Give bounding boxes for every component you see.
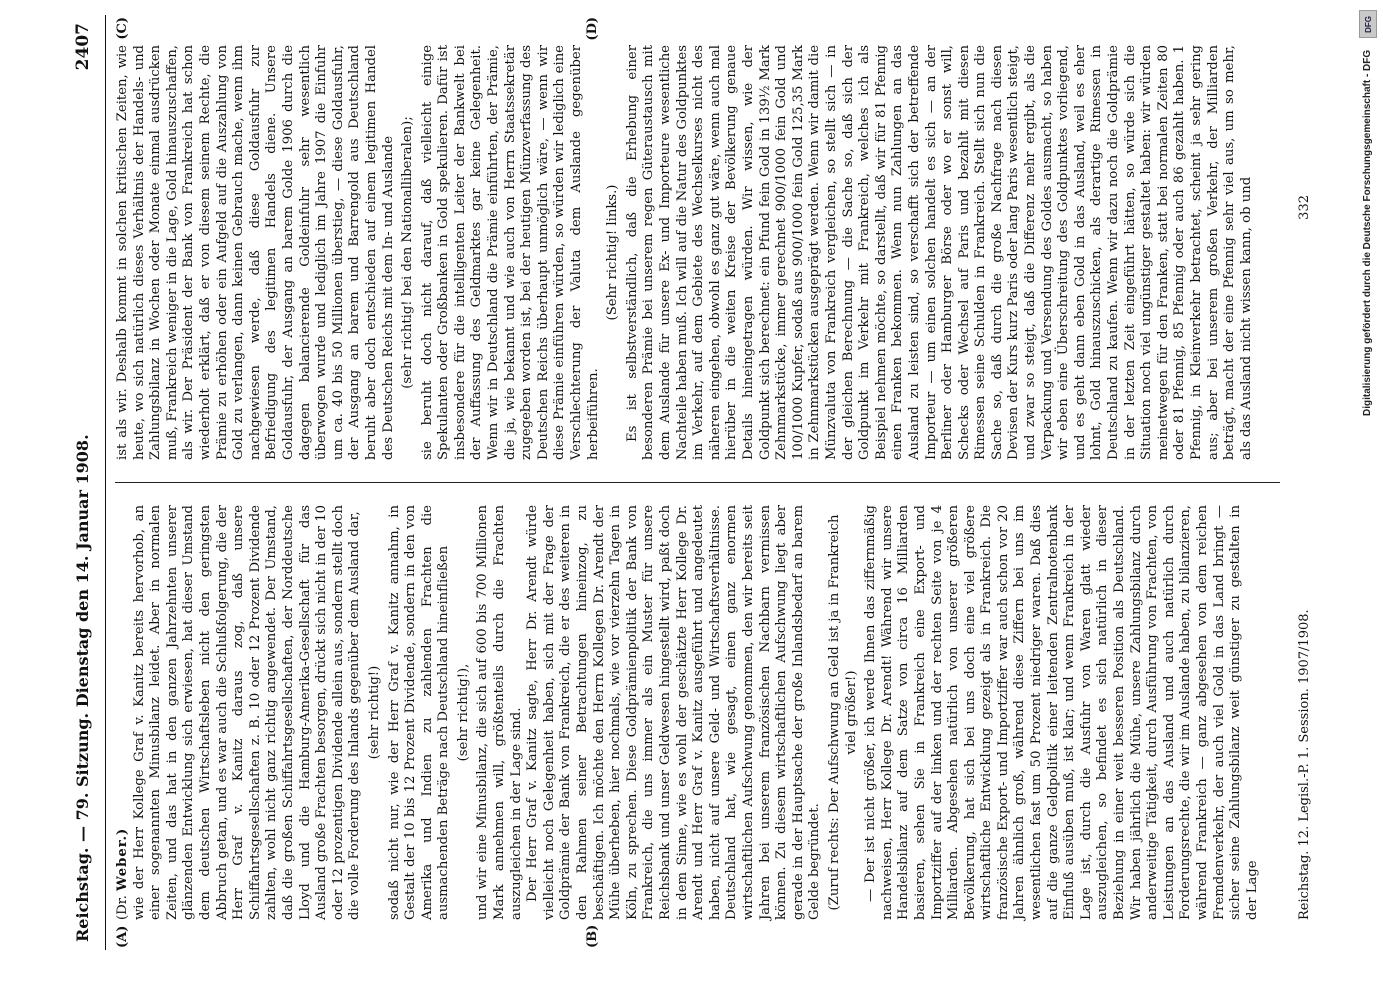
right-interjection-1: (sehr richtig! bei den Nationalliberalen);	[400, 116, 416, 389]
margin-mark-a: (A)	[115, 925, 130, 948]
right-paragraph-2: sie beruht doch nicht darauf, daß vielleicht einige Spekulanten oder Großbanken in Gold spekulieren. Dafür ist insbesondere für die intelligenten Leiter der Bankwelt bei der Auffassung des Geldmarktes gar keine Gelegenheit. Wenn wir in Deutschland die Prämie einführten, der Prämie, die ja, wie bekannt und wie auch von Herrn Staatssekretär zugegeben worden ist, bei der heutigen Münzverfassung des Deutschen Reichs überhaupt unmöglich wäre, — wenn wir diese Prämie einführen würden, so würden wir lediglich eine Verschlechterung der Valuta dem Auslande gegenüber herbeiführen.	[419, 45, 601, 460]
page-header	[75, 15, 106, 950]
dfg-logo-icon	[1359, 10, 1377, 38]
left-interjection-1: (sehr richtig!)	[366, 665, 382, 760]
speaker-prefix: (Dr.	[115, 895, 130, 920]
speaker-name: Weber.)	[115, 827, 130, 892]
left-column	[115, 482, 1280, 950]
page-footer	[1297, 45, 1314, 920]
footer-session-info: Reichstag. 12. Legisl.-P. 1. Session. 1907/1908.	[1297, 609, 1313, 920]
page-number: 2407	[73, 23, 93, 71]
right-column	[115, 15, 1280, 482]
digitization-note: Digitalisierung gefördert durch die Deutsche Forschungsgemeinschaft - DFG	[1362, 50, 1373, 417]
digitization-strip	[1353, 0, 1383, 1000]
left-paragraph-4: Der Herr Graf v. Kanitz sagte, Herr Dr. Arendt würde vielleicht noch Gelegenheit haben, sich mit der Frage der Goldprämie der Bank von Frankreich, die er des weiteren in den Rahmen seiner Betrachtungen hineinzog, zu beschäftigen. Ich möchte den Herrn Kollegen Dr. Arendt der Mühe überheben, hier nochmals, wie vor vierzehn Tagen in Köln, zu sprechen. Diese Goldprämienpolitik der Bank von Frankreich, die uns immer als ein Muster für unsere Reichsbank und unser Geldwesen hingestellt wird, paßt doch in dem Sinne, wie es wohl der geschätzte Herr Kollege Dr. Arendt und Herr Graf v. Kanitz ausgeführt und angedeutet haben, nicht auf unsere Geld- und Wirtschaftsverhältnisse. Deutschland hat, wie gesagt, einen ganz enormen wirtschaftlichen Aufschwung genommen, den wir bereits seit Jahren bei unserem französischen Nachbarn vermissen können. Zu diesem wirtschaftlichen Aufschwung liegt aber gerade in der Hauptsache der große Inlandsbedarf an barem Gelde begründet.	[525, 505, 823, 920]
margin-mark-c: (C)	[115, 17, 130, 40]
margin-mark-d: (D)	[585, 17, 600, 41]
left-interjection-2: (sehr richtig!),	[455, 663, 471, 762]
right-paragraph-3: Es ist selbstverständlich, daß die Erhebung einer besonderen Prämie bei unserem regen Güteraustausch mit dem Auslande für unsere Ex- und Importeure wesentliche Nachteile haben muß. Ich will auf die Natur des Goldpunktes im Verkehr, auf dem Gebiete des Wechselkurses nicht des näheren eingehen, obwohl es ganz gut wäre, wenn auch mal hierüber in die weiten Kreise der Bevölkerung genaue Details hineingetragen würden. Wir wissen, wie der Goldpunkt sich berechnet: ein Pfund fein Gold in 139½ Mark Zehnmarkstücke, immer gerechnet 900/1000 fein Gold und 100/1000 Kupfer, sodaß aus 900/1000 fein Gold 125,35 Mark in Zehnmarkstücken ausgeprägt werden. Wenn wir damit die Münzvaluta von Frankreich vergleichen, so stellt sich — in der gleichen Berechnung — die Sache so, daß sich der Goldpunkt im Verkehr mit Frankreich, welches ich als Beispiel nehmen möchte, so darstellt, daß wir für 81 Pfennig einen Franken bekommen. Wenn nun Zahlungen an das Ausland zu leisten sind, so verschafft sich der betreffende Importeur — um einen solchen handelt es sich — an der Berliner oder Hamburger Börse oder wo er sonst will, Schecks oder Wechsel auf Paris und bezahlt mit diesen Rimessen seine Schulden in Frankreich. Stellt sich nun die Sache so, daß durch die große Nachfrage nach diesen Devisen der Kurs kurz Paris oder lang Paris wesentlich steigt, und zwar so steigt, daß die Differenz mehr ergibt, als die Verpackung und Versendung des Goldes ausmacht, so haben wir eben eine Überschreitung des Goldpunktes vorliegend, und es geht dann eben Gold in das Ausland, weil es eher lohnt, Gold hinauszuschicken, als derartige Rimessen in Deutschland zu kaufen. Wenn wir dazu noch die Goldprämie in der letzten Zeit eingeführt hätten, so würde sich die Situation noch viel ungünstiger gestaltet haben: wir würden meinetwegen für den Franken, statt bei normalen Zeiten 80 oder 81 Pfennig, 85 Pfennig oder auch 86 gezahlt haben. 1 Pfennig, in Kleinverkehr betrachtet, scheint ja sehr gering aus; aber bei unserem großen Verkehr, der Milliarden beträgt, macht der eine Pfennig sehr viel aus, um so mehr, als das Ausland nicht wissen kann, ob und	[624, 45, 1254, 460]
footer-signature-number: 332	[1297, 195, 1313, 220]
left-interjection-3: (Zuruf rechts: Der Aufschwung an Geld ist ja in Frankreich viel größer!)	[826, 514, 859, 911]
speaker-line	[115, 505, 132, 920]
left-paragraph-1: wie der Herr Kollege Graf v. Kanitz bereits hervorhob, an einer sogenannten Minusbilanz leidet. Aber in normalen Zeiten, und das hat in den ganzen Jahrzehnten unserer glänzenden Entwicklung sich erwiesen, hat dieser Umstand dem deutschen Wirtschaftsleben nicht den geringsten Abbruch getan, und es war auch die Schlußfolgerung, die der Herr Graf v. Kanitz daraus zog, daß unsere Schiffahrtsgesellschaften z. B. 10 oder 12 Prozent Dividende zahlten, wohl nicht ganz richtig angewendet. Der Umstand, daß die großen Schiffahrtsgesellschaften, der Norddeutsche Lloyd und die Hamburg-Amerika-Gesellschaft für das Ausland große Frachten besorgen, drückt sich nicht in der 10 oder 12 prozentigen Dividende allein aus, sondern stellt doch die volle Forderung des Inlands gegenüber dem Ausland dar,	[131, 505, 363, 920]
margin-mark-b: (B)	[585, 924, 600, 948]
right-interjection-2: (Sehr richtig! links.)	[605, 184, 621, 321]
printed-page	[75, 15, 1320, 950]
text-columns	[115, 15, 1280, 950]
page-title: Reichstag. — 79. Sitzung. Dienstag den 14. Januar 1908.	[73, 434, 92, 942]
left-paragraph-2: sodaß nicht nur, wie der Herr Graf v. Kanitz annahm, in Gestalt der 10 bis 12 Prozent Dividende, sondern in den von Amerika und Indien zu zahlenden Frachten die ausmachenden Beträge nach Deutschland hineinfließen	[386, 505, 452, 920]
right-paragraph-1: ist als wir. Deshalb kommt in solchen kritischen Zeiten, wie heute, wo sich natürlich dieses Verhältnis der Handels- und Zahlungsbilanz in Wochen oder Monate einmal ausdrücken muß, Frankreich weniger in die Lage, Gold hinauszuschaffen, als wir. Der Präsident der Bank von Frankreich hat schon wiederholt erklärt, daß er von diesem seinem Rechte, die Prämie zu erhöhen oder ein Aufgeld auf die Auszahlung von Gold zu verlangen, dann keinen Gebrauch mache, wenn ihm nachgewiesen werde, daß diese Goldausfuhr zur Befriedigung des legitimen Handels diene. Unsere Goldausfuhr, der Ausgang an barem Golde 1906 durch die dagegen balancierende Goldeinfuhr sehr wesentlich überwogen wurde und lediglich im Jahre 1907 die Einfuhr um ca. 40 bis 50 Millionen überstieg, — diese Goldausfuhr, der Ausgang an barem und Barrengold aus Deutschland beruht aber doch entschieden auf einem legitimen Handel des Deutschen Reichs mit dem In- und Auslande	[115, 45, 396, 460]
left-paragraph-5: — Der ist nicht größer, ich werde Ihnen das ziffernmäßig nachweisen, Herr Kollege Dr. Arendt! Während wir unsere Handelsbilanz auf dem Satze von circa 16 Milliarden basieren, sehen Sie in Frankreich eine Export- und Importziffer auf der linken und der rechten Seite von je 4 Milliarden. Abgesehen natürlich von unserer größeren Bevölkerung, hat sich bei uns doch eine viel größere wirtschaftliche Entwicklung gezeigt als in Frankreich. Die französische Export- und Importziffer war auch schon vor 20 Jahren ähnlich groß, während diese Ziffern bei uns im wesentlichen fast um 50 Prozent niedriger waren. Daß dies auf die ganze Geldpolitik einer leitenden Zentralnotenbank Einfluß ausüben muß, ist klar; und wenn Frankreich in der Lage ist, durch die Ausfuhr von Waren glatt wieder auszugleichen, so befindet es sich natürlich in dieser Beziehung in einer weit besseren Position als Deutschland. Wir haben jährlich die Mühe, unsere Zahlungsbilanz durch anderweitige Tätigkeit, durch Ausführung von Frachten, von Leistungen an das Ausland und auch natürlich durch Forderungsrechte, die wir im Auslande haben, zu bilanzieren, während Frankreich — ganz abgesehen von dem reichen Fremdenverkehr, der auch viel Gold in das Land bringt — sicher seine Zahlungsbilanz weit günstiger zu gestalten in der Lage	[863, 505, 1260, 920]
scanned-page-frame	[75, 15, 1350, 990]
dfg-logo-text: DFG	[1363, 15, 1373, 33]
left-paragraph-3: und wir eine Minusbilanz, die sich auf 600 bis 700 Millionen Mark annehmen will, größtenteils durch die Frachten auszugleichen in der Lage sind.	[475, 505, 524, 920]
